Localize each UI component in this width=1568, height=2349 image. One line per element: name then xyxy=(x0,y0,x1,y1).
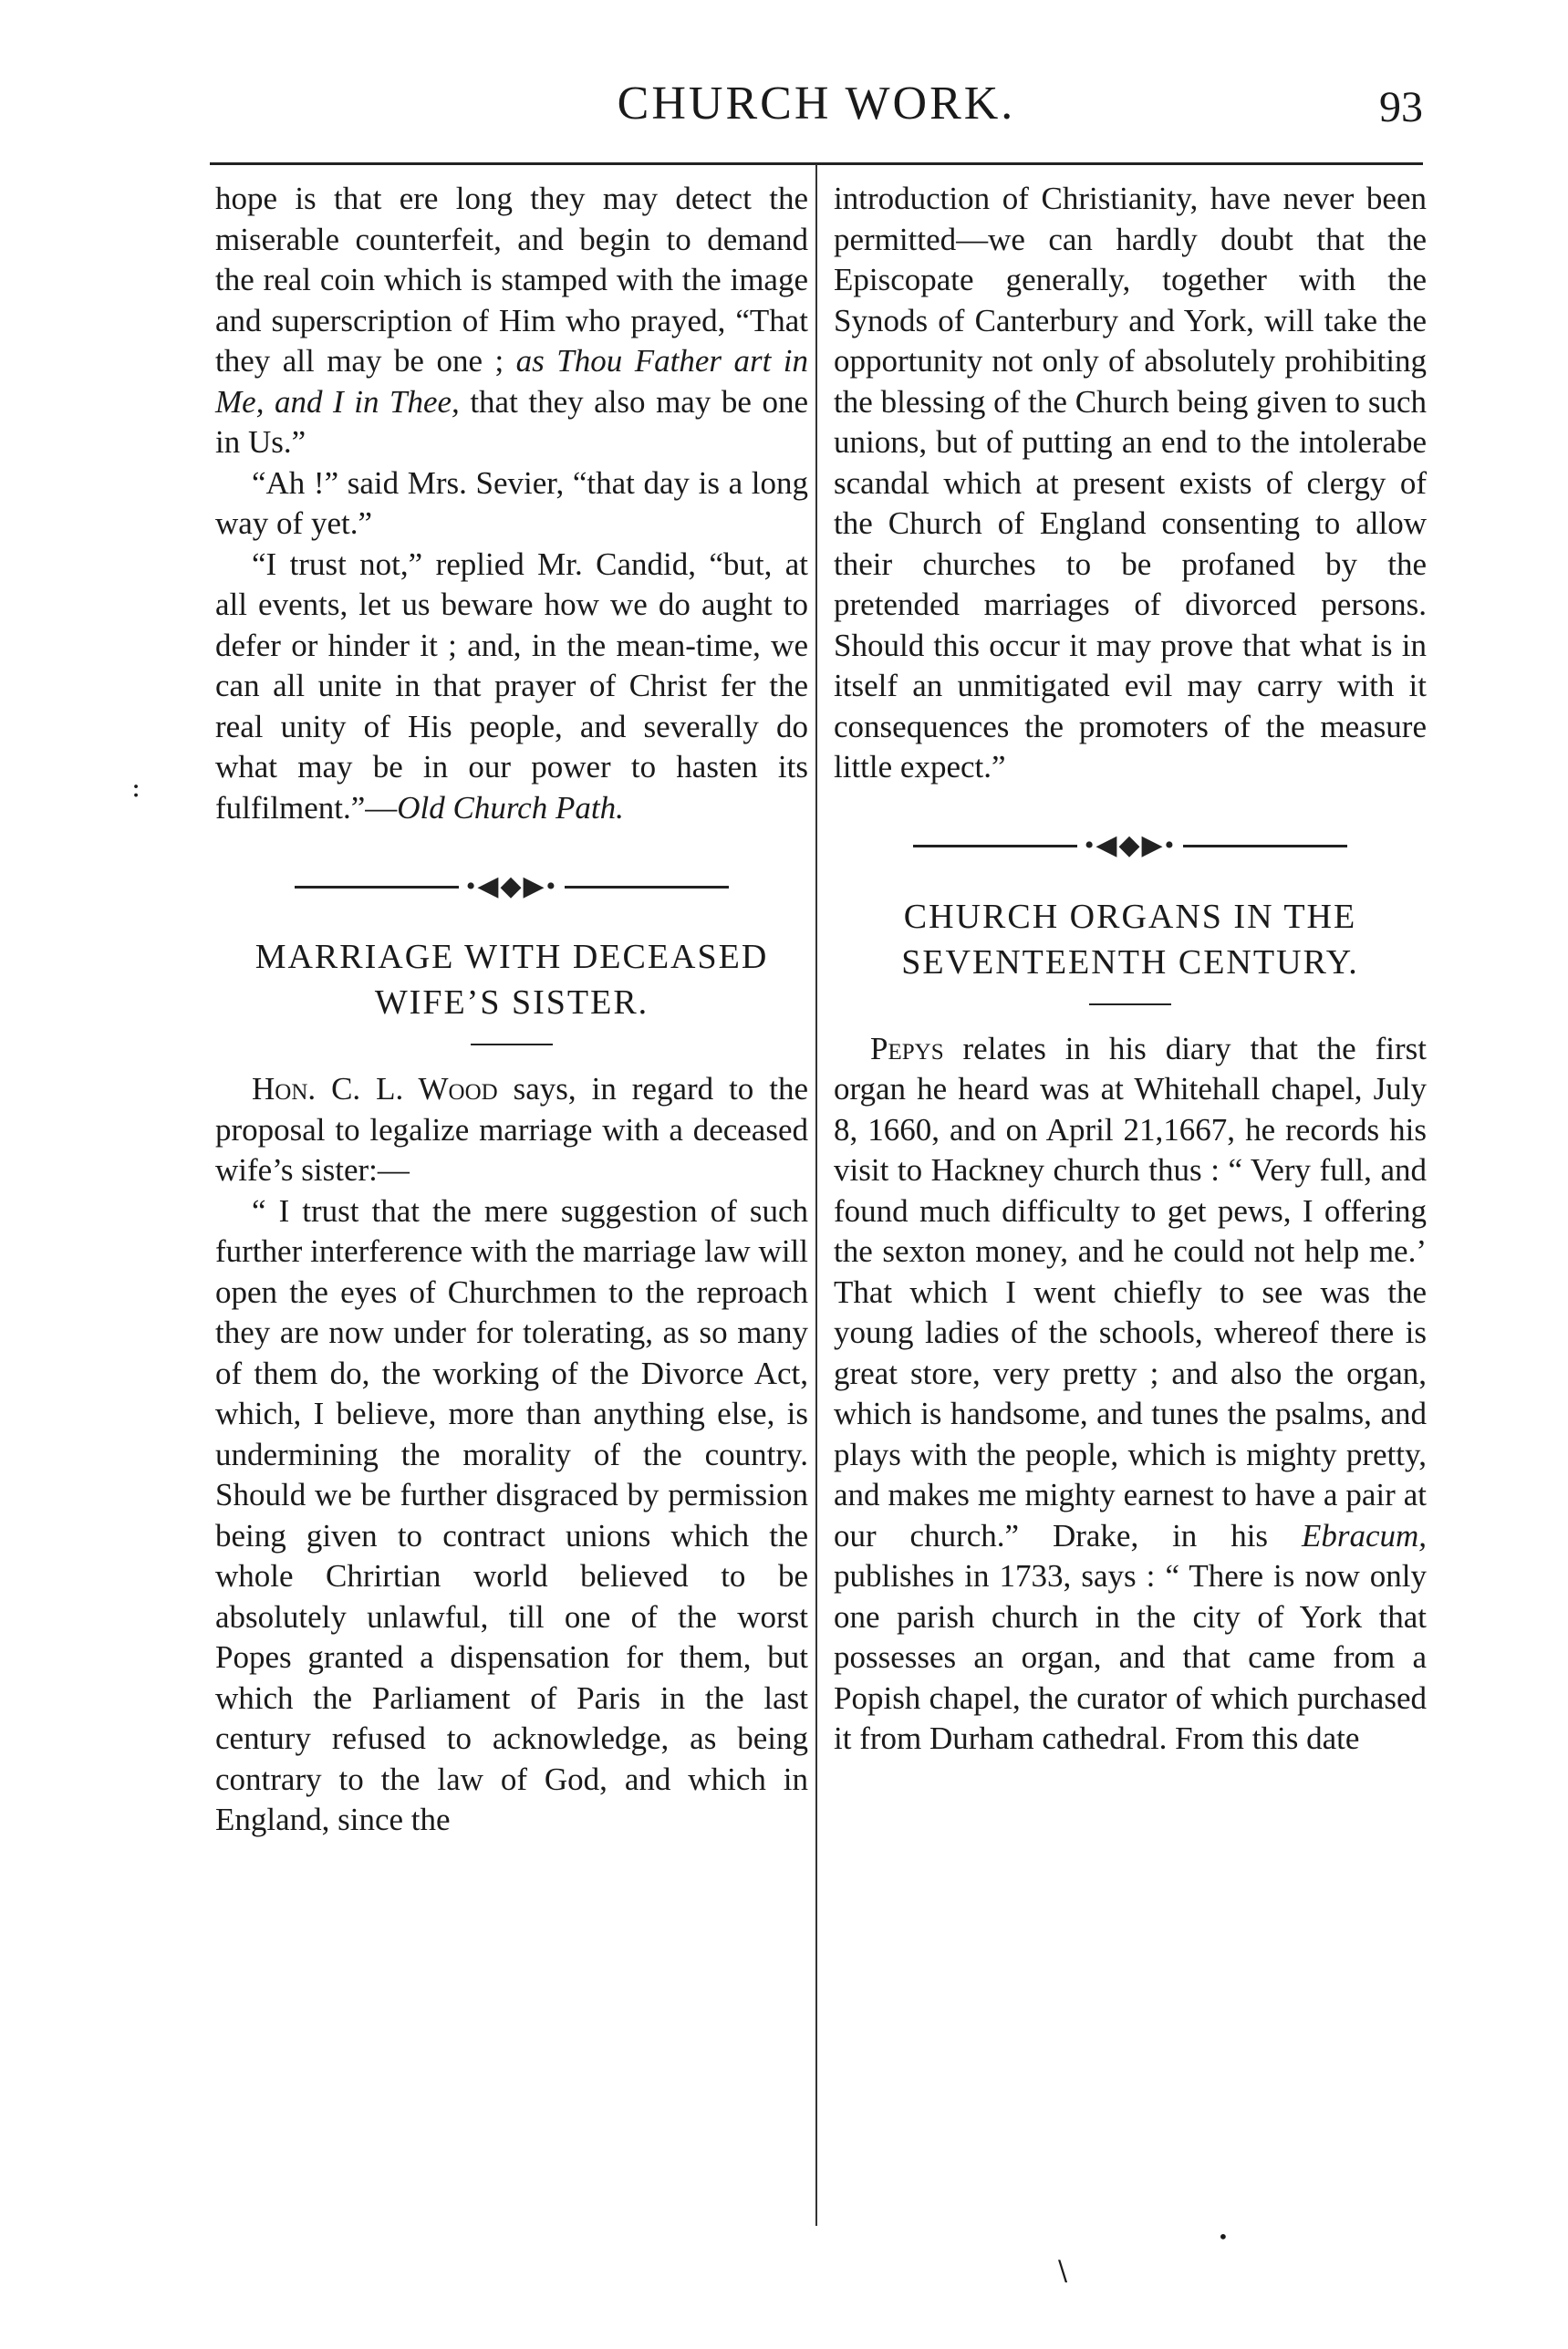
paragraph xyxy=(215,1069,808,1191)
ornament-rule xyxy=(1183,845,1347,847)
author-name: Hon. C. L. Wood xyxy=(252,1071,498,1107)
left-column xyxy=(215,179,808,1841)
ornament-rule xyxy=(913,845,1077,847)
column-divider xyxy=(815,164,817,2226)
text: hope is that ere long they may detect the miserable counterfeit, and begin to demand the real coin which is stamped with the image and superscription of Him who prayed, “That they all may be one ; xyxy=(215,181,808,379)
italic-text: as Thou Father art in Me, and I in Thee, xyxy=(215,343,808,420)
text: “I trust not,” replied Mr. Candid, “but, at all events, let us beware how we do aught to defer or hinder it ; and, in the mean-time, we can all unite in that prayer of Christ fer the real unity of His people, and severally do what may be in our power to hasten its fulfilment.”— xyxy=(215,546,808,826)
paragraph xyxy=(215,545,808,829)
article-heading xyxy=(215,934,808,1025)
text: publishes in 1733, says : “ There is now only one parish church in the city of York that possesses an organ, and that came from a Popish chapel, the curator of which purchased it from Durham cathedral. From this date xyxy=(834,1558,1427,1757)
section-ornament xyxy=(834,825,1427,867)
right-column xyxy=(834,179,1427,1760)
heading-line: WIFE’S SISTER. xyxy=(374,983,649,1023)
running-head xyxy=(210,77,1423,150)
ornament-rule xyxy=(565,886,729,889)
short-rule xyxy=(471,1044,553,1045)
bottom-mark: \ xyxy=(1058,2255,1068,2287)
running-title: CHURCH WORK. xyxy=(617,78,1016,130)
author-name: Pepys xyxy=(870,1030,944,1066)
margin-mark: : xyxy=(131,772,141,804)
article-heading xyxy=(834,894,1427,985)
paragraph: “ I trust that the mere suggestion of such further interference with the marriage law will open the eyes of Churchmen to the reproach they are now under for tolerating, as so many of them do, the working of the Divorce Act, which, I believe, more than anything else, is undermining the morality of the country. Should we be further disgraced by permission being given to contract unions which the whole Chrirtian world believed to be absolutely unlawful, till one of the worst Popes granted a dispensation for them, but which the Parliament of Paris in the last century refused to acknowledge, as being contrary to the law of God, and which in England, since the xyxy=(215,1192,808,1838)
paragraph: introduction of Christianity, have never been permitted—we can hardly doubt that the Episcopate generally, together with the Synods of Canterbury and York, will take the opportunity not only of absolutely prohibiting the blessing of the Church being given to such unions, but of putting an end to the intolerabe scandal which at present exists of clergy of the Church of England consenting to allow their churches to be profaned by the pretended marriages of divorced persons. Should this occur it may prove that what is in itself an unmitigated evil may carry with it consequences the promoters of the measure little expect.” xyxy=(834,181,1427,785)
heading-line: CHURCH ORGANS IN THE xyxy=(903,897,1357,936)
ornament-glyph: •◀◆▶• xyxy=(465,870,558,901)
ink-dot: • xyxy=(1218,2226,1229,2248)
ornament-rule xyxy=(295,886,459,889)
page-number: 93 xyxy=(1379,83,1423,131)
italic-text: Ebracum, xyxy=(1301,1517,1427,1554)
paragraph: “Ah !” said Mrs. Sevier, “that day is a long way of yet.” xyxy=(215,464,808,541)
source-citation: Old Church Path. xyxy=(397,789,624,826)
paragraph xyxy=(834,1029,1427,1760)
text: relates in his diary that the first organ he heard was at Whitehall chapel, July 8, 1660, and on April 21,1667, he records his visit to Hackney church thus : “ Very full, and found much difficulty to get pews, I offering the sexton money, and he could not help me.’ That which I went chiefly to see was the young ladies of the schools, whereof there is great store, very pretty ; and also the organ, which is handsome, and tunes the psalms, and plays with the people, which is mighty pretty, and makes me mighty earnest to have a pair at our church.” Drake, in his xyxy=(834,1030,1427,1554)
heading-line: MARRIAGE WITH DECEASED xyxy=(254,938,769,977)
ornament-glyph: •◀◆▶• xyxy=(1084,830,1177,861)
text: that they also may be one in Us.” xyxy=(215,383,808,460)
short-rule xyxy=(1089,1003,1171,1005)
heading-line: SEVENTEENTH CENTURY. xyxy=(901,942,1359,982)
text: says, in regard to the proposal to legalize marriage with a deceased wife’s sister:— xyxy=(215,1071,808,1189)
paragraph xyxy=(215,179,808,463)
section-ornament xyxy=(215,865,808,907)
